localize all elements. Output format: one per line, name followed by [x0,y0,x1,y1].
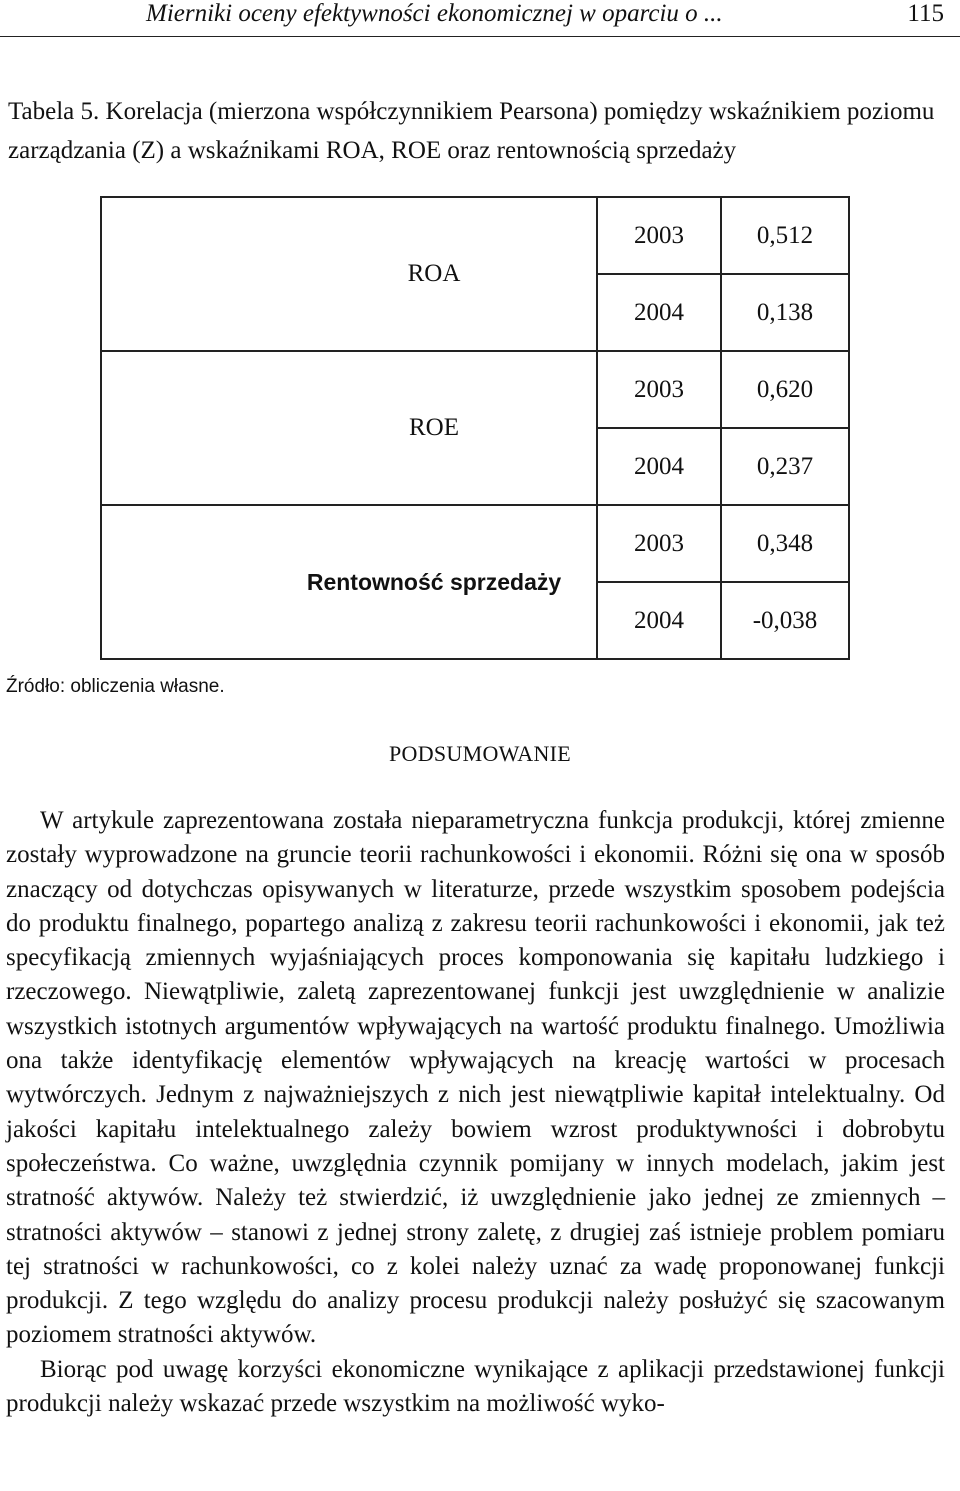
year-cell: 2003 [597,505,721,582]
running-title: Mierniki oceny efektywności ekonomicznej w oparciu o ... [146,0,723,27]
year-cell: 2003 [597,197,721,274]
table-caption: Tabela 5. Korelacja (mierzona współczynnikiem Pearsona) pomiędzy wskaźnikiem poziomu zarządzania (Z) a wskaźnikami ROA, ROE oraz rentownością sprzedaży [8,98,935,164]
value-cell: 0,512 [721,197,849,274]
value-cell: 0,237 [721,428,849,505]
year-cell: 2003 [597,351,721,428]
paragraph: Biorąc pod uwagę korzyści ekonomiczne wynikające z aplikacji przedstawionej funkcji produkcji należy wskazać przede wszystkim na możliwość wyko- [6,1355,945,1418]
section-heading: PODSUMOWANIE [388,741,572,766]
value-cell: -0,038 [721,582,849,659]
source-note: Źródło: obliczenia własne. [6,676,225,697]
row-label-rentownosc: Rentowność sprzedaży [272,505,597,659]
running-header [0,0,960,37]
paragraph: W artykule zaprezentowana została nieparametryczna funkcja produkcji, której zmienne zostały wyprowadzone na gruncie teorii rachunkowości i ekonomii. Różni się ona w sposób znaczący od dotychczas opisywanych w literaturze, przede wszystkim sposobem podejścia do produktu finalnego, popartego analizą z zakresu teorii rachunkowości i ekonomii, jak też specyfikacją zmiennych wyjaśniających proces komponowania się kapitału ludzkiego i rzeczowego. Niewątpliwie, zaletą zaprezentowanej funkcji jest uwzględnienie w analizie wszystkich istotnych argumentów wpływających na wartość produktu finalnego. Umożliwia ona także identyfikację elementów wpływających na kreację wartości w procesach wytwórczych. Jednym z najważniejszych z nich jest niewątpliwie kapitał intelektualny. Od jakości kapitału intelektualnego zależy bowiem wzrost produktywności i dobrobytu społeczeństwa. Co ważne, uwzględnia czynnik pomijany w innych modelach, jakim jest stratność aktywów. Należy też stwierdzić, iż uwzględnienie jako jednej ze zmiennych – stratności aktywów – stanowi z jednej strony zaletę, z drugiej zaś istnieje problem pomiaru tej stratności w rachunkowości, co z kolei należy uznać za wadę proponowanej funkcji produkcji. Z tego względu do analizy procesu produkcji należy posłużyć się szacowanym poziomem stratności aktywów. [6,807,945,1349]
table-row [101,197,849,274]
table-row [101,351,849,428]
value-cell: 0,348 [721,505,849,582]
body-text [6,804,945,1421]
page-number: 115 [907,0,944,27]
year-cell: 2004 [597,428,721,505]
table-blank-cell [101,505,272,659]
row-label-roe: ROE [272,351,597,505]
table-blank-cell [101,351,272,505]
value-cell: 0,138 [721,274,849,351]
value-cell: 0,620 [721,351,849,428]
year-cell: 2004 [597,274,721,351]
year-cell: 2004 [597,582,721,659]
table-row [101,505,849,582]
row-label-roa: ROA [272,197,597,351]
correlation-table [100,196,850,660]
table-blank-cell [101,197,272,351]
